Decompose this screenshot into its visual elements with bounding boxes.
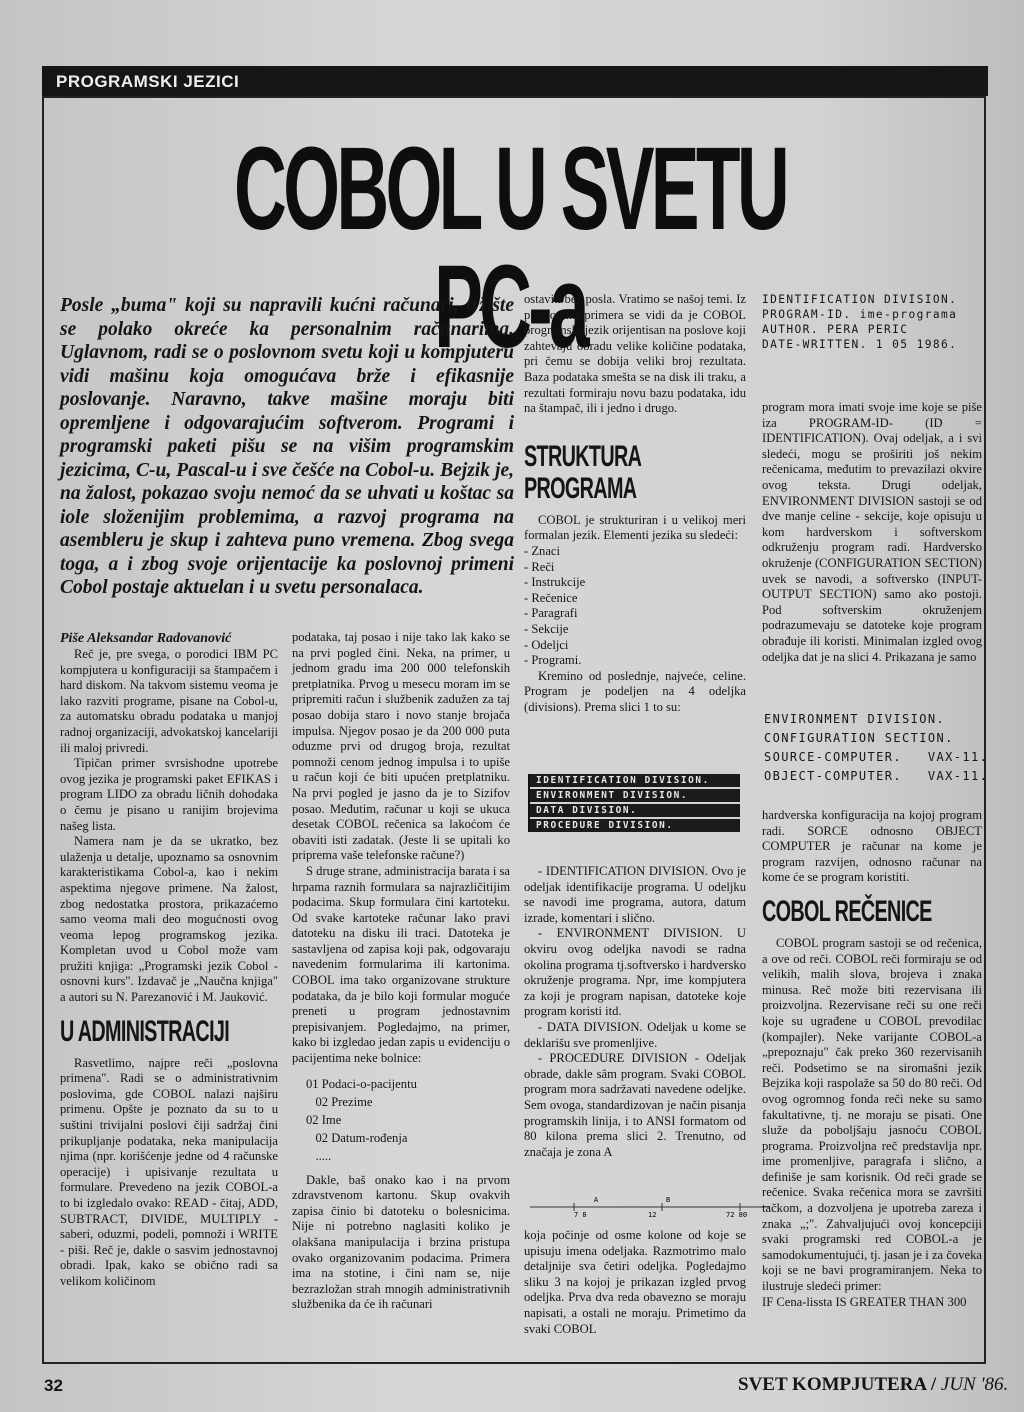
- list-item: - Sekcije: [524, 621, 569, 636]
- paragraph: - PROCEDURE DIVISION - Odeljak obrade, dakle sâm program. Svaki COBOL program mora sadržavati navedene odeljke. Sem ovoga, standardizovan je način pisanja programskih linija, i to ANSI formatom od 80 kilona prema slici 2. Trenutno, od značaja je zona A: [524, 1051, 746, 1159]
- paragraph: - ENVIRONMENT DIVISION. U okviru ovog odeljka navodi se radna okolina programa tj.softversko i hardversko okruženje programa. Npr, ime kompjutera za koji je program napisan, datoteke koje program koristi itd.: [524, 926, 746, 1019]
- paragraph: program mora imati svoje ime koje se piše iza PROGRAM-ID- (ID = IDENTIFICATION). Ovaj odeljak, a i svi sledeći, mogu se proširiti još nekim rečenicama, međutim to prevazilazi okvire ovog teksta. Drugi odeljak, ENVIRONMENT DIVISION sastoji se od dve manje celine - sekcije, koje opisuju u kom hardverskom i softverskom odkruženju program radi. Hardversko okruženje (CONFIGURATION SECTION) uvek se navodi, a softversko (INPUT-OUTPUT SECTION) samo ako postoji. Pod softverskim okruženjem podrazumevaju se datoteke koje program obrađuje ili koristi. Minimalan izgled ovog odeljka dat je na slici 4. Prikazana je samo: [762, 400, 982, 664]
- article-lead: Posle „buma" koji su napravili kućni računari, tržište se polako okreće ka personalnim računarima. Uglavnom, radi se o poslovnom svetu koji u kompjuteru vidi mašinu koja omogućava brže i efikasnije poslovanje. Naravno, takve mašine moraju biti opremljene i odgovarajućim softverom. Programi i programski paketi pišu se na višim programskim jezicima, C-u, Pascal-u i sve češće na Cobol-u. Bejzik je, na žalost, pokazao svoju nemoć da se uhvati u koštac sa iole složenijim problemima, a razvoj programa na asembleru je skup i zahteva puno vremena. Zbog svega toga, a i zbog svoje orijentacije ka poslovnoj primeni Cobol postaje aktuelan i u svetu personalaca.: [60, 295, 514, 598]
- division-row: IDENTIFICATION DIVISION.: [530, 774, 740, 787]
- section-header-bar: [42, 66, 988, 96]
- magazine-footer: [738, 1374, 1008, 1396]
- list-item: - Rečenice: [524, 590, 578, 605]
- paragraph: koja počinje od osme kolone od koje se upisuju imena odeljaka. Razmotrimo malo detaljnije sva četiri odeljka. Pogledajmo sliku 3 na kojoj je prikazan izgled prvog odeljka. Prva dva reda obavezno se moraju napisati, a ostali ne moraju. Primetimo da svaki COBOL: [524, 1228, 746, 1336]
- column-3-bottom: [524, 1228, 746, 1337]
- ansi-format-ruler: [530, 1196, 770, 1218]
- subheading: COBOL REČENICE: [762, 894, 932, 928]
- bleed-through-shadow: [770, 120, 970, 200]
- list-item: - Programi.: [524, 653, 582, 668]
- section-label: PROGRAMSKI JEZICI: [56, 72, 240, 91]
- magazine-name: SVET KOMPJUTERA /: [738, 1374, 937, 1395]
- page-number: 32: [44, 1376, 63, 1395]
- author-byline: Piše Aleksandar Radovanović: [60, 631, 232, 646]
- ruler-col-72-80: 72 80: [726, 1211, 748, 1218]
- column-3: [524, 292, 746, 715]
- article-title: COBOL U SVETU PC-a: [234, 123, 786, 373]
- issue-date: JUN '86.: [940, 1374, 1009, 1395]
- element-list: [524, 544, 746, 669]
- environment-division-code: ENVIRONMENT DIVISION. CONFIGURATION SECTION. SOURCE-COMPUTER. VAX-11. OBJECT-COMPUTER. VAX-11.: [764, 712, 989, 783]
- paragraph: - IDENTIFICATION DIVISION. Ovo je odeljak identifikacije programa. U odeljku se navodi ime programa, autora, datum izrade, komentari i slično.: [524, 864, 746, 925]
- paragraph: - DATA DIVISION. Odeljak u kome se deklarišu sve promenljive.: [524, 1019, 746, 1050]
- ruler-label-b: B: [666, 1196, 671, 1204]
- paragraph: hardverska konfiguracija na kojoj program radi. SORCE odnosno OBJECT COMPUTER je računar na kome je program razvijen, odnosno računar na kome će se program koristiti.: [762, 808, 982, 885]
- paragraph: COBOL je strukturiran i u velikoj meri formalan jezik. Elementi jezika su sledeći:: [524, 512, 746, 543]
- identification-division-code: IDENTIFICATION DIVISION. PROGRAM-ID. ime-programa AUTHOR. PERA PERIC DATE-WRITTEN. 1 05 1986.: [762, 293, 958, 351]
- paragraph: ostaviti bez posla. Vratimo se našoj temi. Iz prethodnih primera se vidi da je COBOL programski jezik orijentisan na poslove koji zahtevaju obradu velike količine podataka, pri čemu se dobija veliki broj rezultata. Baza podataka smešta se na disk ili traku, a rezultati formiraju novu bazu podataka, idu na štampač, ili i jedno i drugo.: [524, 292, 746, 416]
- list-item: - Znaci: [524, 543, 561, 558]
- column-3-lower: [524, 864, 746, 1160]
- paragraph: Tipičan primer svrsishodne upotrebe ovog jezika je programski paket EFIKAS i program LIDO za obradu ličnih dohodaka o čemu je pisano u ranijim brojevima našeg lista.: [60, 756, 278, 833]
- subheading: PROGRAMA: [524, 471, 637, 505]
- paragraph: S druge strane, administracija barata i sa hrpama raznih formulara sa najrazličitijim podacima. Skup formulara čini kartoteku. Od svake kartoteke računar lako pravi datoteku na disku ili traci. Datoteka je sastavljena od zapisa koji pak, odgovaraju navedenim formularima ili kartonima. COBOL ima tako organizovane strukture podataka, da je bilo koji formular moguće preneti u program jednostavnim prepisivanjem. Pogledajmo, na primer, kako bi izgledao jedan zapis u evidenciju o pacijentima neke bolnice:: [292, 863, 510, 1066]
- column-4: [762, 400, 982, 665]
- paragraph: Namera nam je da se ukratko, bez ulaženja u detalje, upoznamo sa osnovnim karakteristikama Cobol-a, kao i nekim aspektima njegove primene. Na žalost, zbog nedostatka prostora, prikazaćemo samo veoma mali deo mogućnosti ovog veoma lepog programskog jezika. Kompletan uvod u Cobol može vam pružiti knjiga: „Programski jezik Cobol - osnovni kurs". Izdavač je „Naučna knjiga" a autori su N. Parezanović i M. Jauković.: [60, 834, 278, 1005]
- division-row: ENVIRONMENT DIVISION.: [530, 789, 740, 802]
- list-item: - Reči: [524, 559, 555, 574]
- figure-divisions: [528, 774, 742, 834]
- column-4-lower: [762, 808, 982, 1310]
- column-1: [60, 630, 278, 1290]
- paragraph: podataka, taj posao i nije tako lak kako se na prvi pogled čini. Neka, na primer, u jednom gradu ima 200 000 telefonskih pretplatnika. Prvog u mesecu moram im se pripremiti račun i službenik zadužen za taj posao dobija staro i novo stanje brojača impulsa. Njegov posao je da 200 000 puta oduzme prvi od drugog broja, rezultat pomnoži cenom jednog impulsa i to upiše u račun koji će biti upućen pretplatniku. Na prvi pogled je jasno da je to Sizifov posao. Međutim, računar u koji se ukuca desetak COBOL rečenica sa lakoćom će obaviti isti zadatak. (Jeste li se upitali ko priprema vaše telefonske račune?): [292, 630, 510, 863]
- list-item: - Instrukcije: [524, 575, 586, 590]
- code-line: IF Cena-lissta IS GREATER THAN 300: [762, 1294, 967, 1309]
- paragraph: Rasvetlimo, najpre reči „poslovna primena". Radi se o administrativnim poslovima, gde COBOL nalazi najširu primenu. Opšte je poznato da su to u suštini trivijalni poslovi čiji sadržaj čini prikupljanje podataka, neka manipulacija njima (npr. korišćenje jedne od 4 računske operacije) i upisivanje rezultata u formulare. Prevedeno na jezik COBOL-a to bi izgledalo ovako: READ - čitaj, ADD, SUBTRACT, DIVIDE, MULTIPLY - saberi, oduzmi, podeli, pomnoži i WRITE - piši. Reč je, dakle o sasvim jednostavnoj obradi. Ipak, kako se obično radi sa velikom količinom: [60, 1055, 278, 1288]
- paragraph: Reč je, pre svega, o porodici IBM PC kompjutera u konfiguraciji sa štampačem i hard diskom. Na takvom sistemu veoma je lako razviti programe, pisane na Cobol-u, za automatsku obradu podataka u manjoj radnoj organizaciji, advokatskoj kancelariji ili maloj privredi.: [60, 647, 278, 755]
- paragraph: Dakle, baš onako kao i na prvom zdravstvenom kartonu. Skup ovakvih zapisa činio bi datoteku o bolesnicima. Nije ni potrebno naglasiti koliko je olakšana manipulacija i brzina pristupa ovako organizovanim podacima. Primera ima na stotine, i čini nam se, nije bezrazložan strah mnogih administrativnih službenika da će ih računari: [292, 1172, 510, 1312]
- ruler-col-12: 12: [648, 1211, 657, 1218]
- ruler-col-7-8: 7 8: [574, 1211, 587, 1218]
- subheading: STRUKTURA: [524, 439, 642, 473]
- column-2: [292, 630, 510, 1313]
- record-example: 01 Podaci-o-pacijentu 02 Prezime 02 Ime 02 Datum-rođenja .....: [306, 1076, 417, 1163]
- paragraph: COBOL program sastoji se od rečenica, a ove od reči. COBOL reči formiraju se od velikih, malih slova, brojeva i znaka minusa. Reč može biti rezervisana ili proizvoljna. Rezervisane reči su one reči koje su ugrađene u COBOL prevodilac (kompajler). Neke varijante COBOL-a „prepoznaju" čak preko 360 rezervisanih reči. Podsetimo se na siromašni jezik Bejzika koji raspolaže sa 50 do 80 reči. Od ovog ogromnog fonda reči neke su samo fakultativne, tj. ne moraju se pisati. One služe da poboljšaju jasnoću COBOL programa. Proizvoljna reč predstavlja npr. ime promenljive, paragrafa i slično, a definiše je sam korisnik. Od reči grade se rečenice. Svaka rečenica mora se završiti tačkom, a dozvoljena je upotreba zareza i znaka „;". Zahvaljujući ovoj koncepciji svaki programski red COBOL-a je samodokumentujući, tj. jasan je i za čoveka koji se ne bavi programiranjem. Neka to ilustruje sledeći primer:: [762, 935, 982, 1294]
- ruler-label-a: A: [594, 1196, 599, 1204]
- division-row: PROCEDURE DIVISION.: [530, 819, 740, 832]
- list-item: - Odeljci: [524, 637, 569, 652]
- division-row: DATA DIVISION.: [530, 804, 740, 817]
- paragraph: Kremino od poslednje, najveće, celine. Program je podeljen na 4 odeljka (divisions). Prema slici 1 to su:: [524, 668, 746, 714]
- subheading: U ADMINISTRACIJI: [60, 1014, 230, 1048]
- list-item: - Paragrafi: [524, 606, 578, 621]
